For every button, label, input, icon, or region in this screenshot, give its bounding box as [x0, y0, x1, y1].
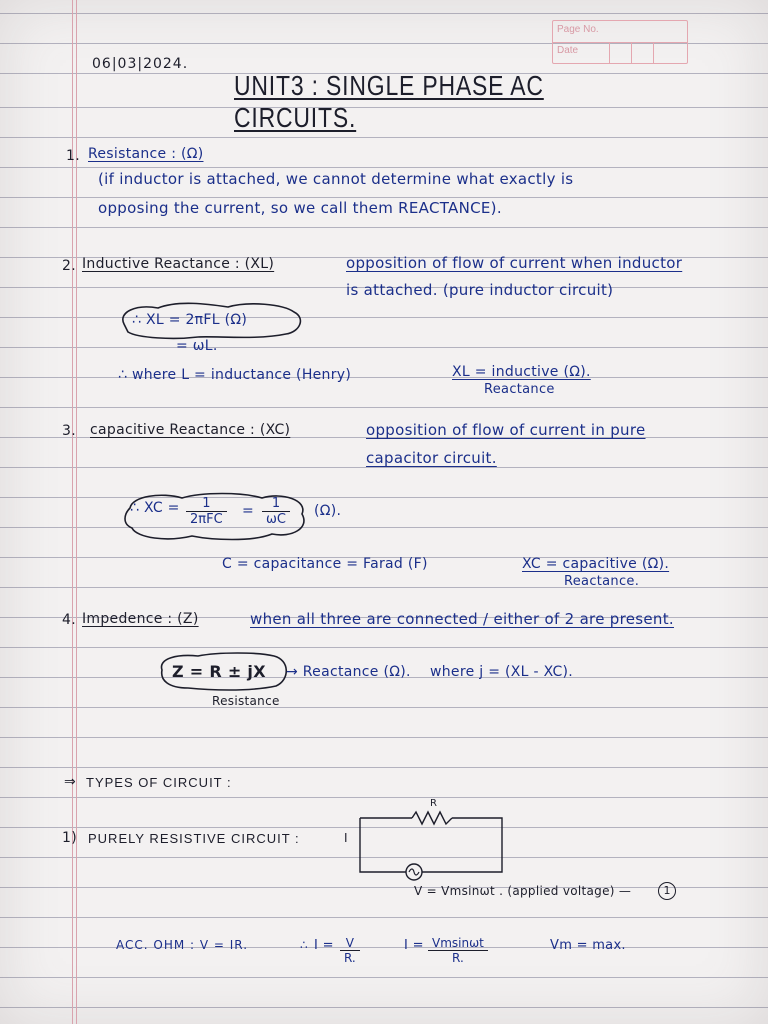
section-2-desc-1: opposition of flow of current when inductor: [346, 254, 683, 272]
xl-formula: ∴ XL = 2πFL (Ω): [132, 312, 248, 328]
vm-definition: Vm = max.: [550, 938, 626, 953]
current-lhs-2: I =: [404, 938, 424, 953]
section-3-desc-1: opposition of flow of current in pure: [366, 421, 646, 439]
resistive-circuit-diagram: [356, 806, 516, 878]
xl-label: XL = inductive (Ω).: [452, 364, 591, 380]
xc-fraction-2-num: 1: [262, 496, 290, 512]
types-bullet: ⇒: [64, 774, 77, 790]
xc-fraction-1: [186, 496, 227, 527]
xc-formula-lhs: ∴ XC =: [130, 500, 180, 516]
equation-number-badge: [658, 882, 676, 900]
page-title: UNIT3 : SINGLE PHASE AC CIRCUITS.: [234, 70, 544, 133]
section-2-desc-2: is attached. (pure inductor circuit): [346, 281, 614, 299]
types-heading: TYPES OF CIRCUIT :: [86, 775, 232, 790]
applied-voltage: V = Vmsinωt . (applied voltage) —: [414, 884, 632, 898]
section-2-number: 2.: [62, 258, 76, 274]
inductance-definition: ∴ where L = inductance (Henry): [118, 367, 352, 383]
impedance-formula: Z = R ± jX: [172, 662, 266, 681]
date-cell: [609, 42, 610, 63]
xc-fraction-1-den: 2πFC: [190, 512, 223, 527]
xc-formula-eq: =: [242, 503, 255, 519]
resistor-symbol: [412, 812, 452, 824]
date-cell: [653, 42, 654, 63]
section-1-line-1: (if inductor is attached, we cannot determine what exactly is: [98, 170, 574, 188]
j-definition: where j = (XL - XC).: [430, 664, 574, 680]
date-cell: [631, 42, 632, 63]
equation-number: 1: [663, 884, 671, 897]
circuit-1-heading: PURELY RESISTIVE CIRCUIT :: [88, 831, 300, 846]
section-3-desc-2: capacitor circuit.: [366, 449, 497, 467]
section-3-number: 3.: [62, 423, 76, 439]
current-fraction-2: [428, 936, 488, 965]
current-lhs-1: I =: [314, 938, 334, 953]
therefore-symbol: ∴: [300, 938, 308, 952]
circuit-1-number: 1): [62, 830, 77, 846]
section-3-heading: capacitive Reactance : (XC): [90, 422, 291, 438]
section-1-heading: Resistance : (Ω): [88, 146, 204, 162]
section-4-heading: Impedence : (Z): [82, 611, 199, 627]
page-number-box: [552, 20, 688, 64]
current-fraction-2-den: R.: [452, 951, 464, 965]
resistor-label: R: [430, 798, 438, 809]
current-label: I: [344, 831, 348, 845]
xc-fraction-1-num: 1: [186, 496, 227, 512]
section-4-number: 4.: [62, 612, 76, 628]
capacitance-definition: C = capacitance = Farad (F): [222, 556, 428, 572]
ohm-law: ACC. OHM : V = IR.: [116, 938, 249, 952]
current-fraction-2-num: Vmsinωt: [428, 936, 488, 951]
xc-fraction-2-den: ωC: [266, 512, 286, 527]
xl-label-reactance: Reactance: [484, 382, 555, 397]
impedance-reactance-note: → Reactance (Ω).: [286, 664, 411, 680]
xl-formula-omega: = ωL.: [176, 338, 218, 354]
current-fraction-1-num: V: [340, 936, 360, 951]
xc-fraction-2: [262, 496, 290, 527]
date-label: Date: [557, 45, 579, 56]
current-fraction-1-den: R.: [344, 951, 356, 965]
section-1-number: 1.: [66, 148, 80, 164]
current-fraction-1: [340, 936, 360, 965]
xc-label: XC = capacitive (Ω).: [522, 556, 670, 572]
xc-label-reactance: Reactance.: [564, 574, 640, 589]
date-text: 06|03|2024.: [92, 56, 189, 72]
section-1-line-2: opposing the current, so we call them REACTANCE).: [98, 199, 502, 217]
xc-formula-unit: (Ω).: [314, 503, 342, 519]
section-4-desc: when all three are connected / either of 2 are present.: [250, 610, 674, 628]
section-2-heading: Inductive Reactance : (XL): [82, 256, 275, 272]
page-no-label: Page No.: [557, 24, 599, 35]
resistance-label: Resistance: [212, 694, 280, 708]
